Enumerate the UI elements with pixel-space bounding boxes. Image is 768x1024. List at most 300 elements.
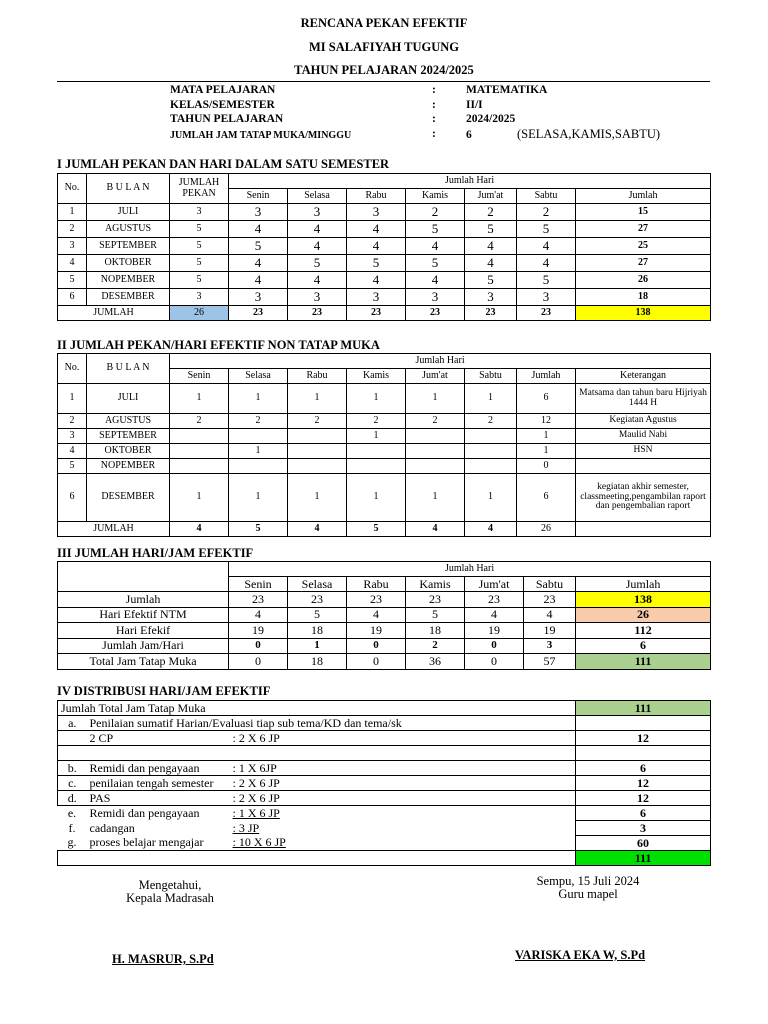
item-text: penilaian tengah semester — [87, 776, 230, 791]
item-calc: : 1 X 6JP — [230, 761, 576, 776]
row-bulan: JULI — [87, 204, 170, 221]
table-row — [58, 791, 711, 806]
day-header: Sabtu — [517, 189, 576, 204]
table-row — [58, 474, 711, 522]
day-value — [406, 459, 465, 474]
item-value: 60 — [576, 836, 711, 851]
day-value — [229, 429, 288, 444]
day-value: 3 — [229, 204, 288, 221]
table-row — [58, 607, 711, 623]
row-jumlah: 0 — [517, 459, 576, 474]
row-bulan: SEPTEMBER — [87, 238, 170, 255]
table-row — [58, 221, 711, 238]
day-header: Kamis — [406, 577, 465, 592]
day-value: 2 — [465, 414, 517, 429]
row-no: 3 — [58, 429, 87, 444]
table-row — [58, 638, 711, 654]
day-value: 1 — [347, 474, 406, 522]
day-header: Sabtu — [465, 369, 517, 384]
row-jumlah: 1 — [517, 444, 576, 459]
row-label: Total Jam Tatap Muka — [58, 654, 229, 670]
row-no: 2 — [58, 221, 87, 238]
item-text: Penilaian sumatif Harian/Evaluasi tiap sub tema/KD dan tema/sk — [87, 716, 576, 731]
row-jumlah: 26 — [576, 272, 711, 289]
day-value: 1 — [288, 474, 347, 522]
row-no: 4 — [58, 444, 87, 459]
item-value: 6 — [576, 806, 711, 821]
total-day: 23 — [288, 306, 347, 321]
item-calc: : 2 X 6 JP — [230, 791, 576, 806]
row-label: Hari Efekif — [58, 623, 229, 639]
sign-left-line1: Mengetahui, — [138, 878, 202, 892]
info-label: JUMLAH JAM TATAP MUKA/MINGGU — [170, 130, 352, 141]
info-value: 6 — [466, 129, 472, 141]
row-bulan: OKTOBER — [87, 444, 170, 459]
day-value: 1 — [229, 474, 288, 522]
item-letter: c. — [58, 776, 87, 791]
total-day: 4 — [288, 522, 347, 537]
day-header: Kamis — [347, 369, 406, 384]
row-keterangan — [576, 459, 711, 474]
row-no: 3 — [58, 238, 87, 255]
day-header: Senin — [229, 189, 288, 204]
row-bulan: AGUSTUS — [87, 414, 170, 429]
day-value: 3 — [288, 204, 347, 221]
blank-cell — [58, 851, 576, 866]
day-value: 23 — [524, 592, 576, 608]
row-label: Jumlah — [58, 592, 229, 608]
row-label: Hari Efektif NTM — [58, 607, 229, 623]
row-pekan: 3 — [170, 204, 229, 221]
row-no: 6 — [58, 474, 87, 522]
row-keterangan: kegiatan akhir semester, classmeeting,pengambilan raport dan pengembalian raport — [576, 474, 711, 522]
table-row — [58, 716, 711, 731]
row-bulan: DESEMBER — [87, 289, 170, 306]
day-header: Jum'at — [465, 577, 524, 592]
day-value: 1 — [406, 384, 465, 414]
day-value: 5 — [406, 255, 465, 272]
day-value — [288, 429, 347, 444]
item-value: 12 — [576, 731, 711, 746]
day-value: 0 — [347, 638, 406, 654]
total-day: 4 — [406, 522, 465, 537]
day-value: 4 — [347, 272, 406, 289]
row-bulan: SEPTEMBER — [87, 429, 170, 444]
section-1-heading: I JUMLAH PEKAN DAN HARI DALAM SATU SEMESTER — [57, 157, 390, 171]
day-value: 36 — [406, 654, 465, 670]
row-jumlah: 111 — [576, 654, 711, 670]
day-header: Selasa — [288, 189, 347, 204]
total-day: 4 — [465, 522, 517, 537]
col-header-no: No. — [58, 174, 87, 204]
day-value: 2 — [288, 414, 347, 429]
table-row — [58, 306, 711, 321]
day-value: 4 — [524, 607, 576, 623]
row-jumlah: 15 — [576, 204, 711, 221]
item-text — [87, 746, 230, 761]
item-text: Remidi dan pengayaan — [87, 761, 230, 776]
day-value: 0 — [465, 638, 524, 654]
col-header-jumlah-hari: Jumlah Hari — [170, 354, 711, 369]
section-1-table — [57, 173, 711, 321]
col-header-jumlah-hari: Jumlah Hari — [229, 174, 711, 189]
row-keterangan: Maulid Nabi — [576, 429, 711, 444]
total-day: 23 — [406, 306, 465, 321]
day-value — [406, 429, 465, 444]
row-jumlah: 112 — [576, 623, 711, 639]
day-value: 3 — [229, 289, 288, 306]
table-row — [58, 623, 711, 639]
info-value: 2024/2025 — [466, 113, 516, 125]
row-no: 1 — [58, 204, 87, 221]
info-sep: : — [432, 99, 436, 111]
day-value — [406, 444, 465, 459]
day-value: 5 — [288, 607, 347, 623]
table-row — [58, 701, 711, 716]
col-header-bulan: B U L A N — [87, 174, 170, 204]
day-value: 5 — [347, 255, 406, 272]
item-letter — [58, 731, 87, 746]
row-jumlah: 27 — [576, 221, 711, 238]
row-jumlah: 26 — [576, 607, 711, 623]
day-value: 5 — [517, 272, 576, 289]
title-line-1: RENCANA PEKAN EFEKTIF — [300, 16, 468, 30]
day-value: 3 — [288, 289, 347, 306]
sign-right-line1: Sempu, 15 Juli 2024 — [536, 874, 640, 888]
day-value: 4 — [347, 238, 406, 255]
day-value: 4 — [288, 221, 347, 238]
total-jam-label: Jumlah Total Jam Tatap Muka — [58, 701, 576, 716]
row-jumlah: 12 — [517, 414, 576, 429]
day-value: 5 — [465, 221, 517, 238]
day-value: 2 — [406, 414, 465, 429]
day-value: 5 — [229, 238, 288, 255]
day-value: 1 — [170, 384, 229, 414]
table-row — [58, 592, 711, 608]
total-jam-value: 111 — [576, 701, 711, 716]
day-value: 19 — [465, 623, 524, 639]
item-calc: : 1 X 6 JP — [230, 806, 576, 821]
day-value: 0 — [465, 654, 524, 670]
total-day: 23 — [465, 306, 517, 321]
item-letter: g. — [67, 835, 77, 850]
day-value: 4 — [229, 607, 288, 623]
item-calc: : 2 X 6 JP — [230, 731, 576, 746]
day-value — [347, 459, 406, 474]
day-value — [465, 429, 517, 444]
table-row — [58, 289, 711, 306]
day-value: 19 — [524, 623, 576, 639]
total-label: JUMLAH — [58, 306, 170, 321]
day-value — [347, 444, 406, 459]
day-header: Keterangan — [576, 369, 711, 384]
day-header: Jumlah — [517, 369, 576, 384]
day-value: 2 — [517, 204, 576, 221]
title-line-3: TAHUN PELAJARAN 2024/2025 — [294, 63, 474, 77]
row-keterangan: Kegiatan Agustus — [576, 414, 711, 429]
row-no: 5 — [58, 272, 87, 289]
row-bulan: DESEMBER — [87, 474, 170, 522]
section-2-table — [57, 353, 711, 537]
day-value: 5 — [517, 221, 576, 238]
day-value: 1 — [170, 474, 229, 522]
day-value: 3 — [517, 289, 576, 306]
day-header: Jum'at — [406, 369, 465, 384]
row-pekan: 5 — [170, 272, 229, 289]
section-4-heading: IV DISTRIBUSI HARI/JAM EFEKTIF — [57, 684, 271, 698]
row-jumlah: 25 — [576, 238, 711, 255]
day-value: 4 — [347, 221, 406, 238]
info-sep: : — [432, 113, 436, 125]
table-row — [58, 821, 711, 836]
table-row — [58, 444, 711, 459]
sign-right-line2: Guru mapel — [558, 887, 618, 901]
item-letter: e. — [67, 805, 77, 820]
total-label: JUMLAH — [58, 522, 170, 537]
day-value: 4 — [288, 238, 347, 255]
item-letter: a. — [58, 716, 87, 731]
row-jumlah: 6 — [517, 474, 576, 522]
total-day: 23 — [517, 306, 576, 321]
day-value: 4 — [517, 238, 576, 255]
table-row — [58, 238, 711, 255]
item-value — [576, 746, 711, 761]
day-value: 0 — [347, 654, 406, 670]
day-value: 1 — [465, 384, 517, 414]
day-value — [288, 444, 347, 459]
row-bulan: AGUSTUS — [87, 221, 170, 238]
item-text: proses belajar mengajar — [89, 835, 204, 850]
final-total-value: 111 — [576, 851, 711, 866]
day-value — [170, 429, 229, 444]
day-value: 23 — [229, 592, 288, 608]
day-value: 18 — [288, 623, 347, 639]
day-header: Sabtu — [524, 577, 576, 592]
day-header: Jum'at — [465, 189, 517, 204]
day-value: 19 — [229, 623, 288, 639]
day-value: 2 — [465, 204, 517, 221]
day-value — [465, 459, 517, 474]
item-value: 12 — [576, 776, 711, 791]
day-value: 2 — [406, 204, 465, 221]
section-3-heading: III JUMLAH HARI/JAM EFEKTIF — [57, 546, 254, 560]
item-letter: b. — [58, 761, 87, 776]
table-row — [58, 806, 711, 821]
day-value: 4 — [229, 221, 288, 238]
row-no: 5 — [58, 459, 87, 474]
item-value: 3 — [576, 821, 711, 836]
day-value: 3 — [347, 204, 406, 221]
day-value: 18 — [406, 623, 465, 639]
item-value — [576, 716, 711, 731]
info-sep: : — [432, 128, 436, 140]
total-day: 4 — [170, 522, 229, 537]
day-value — [170, 459, 229, 474]
day-value: 0 — [229, 654, 288, 670]
day-value: 4 — [465, 607, 524, 623]
item-letter — [58, 746, 87, 761]
title-line-2: MI SALAFIYAH TUGUNG — [308, 40, 460, 54]
day-value: 1 — [406, 474, 465, 522]
header-rule — [57, 81, 710, 82]
day-value: 1 — [229, 444, 288, 459]
item-calc: : 3 JP — [230, 821, 576, 836]
row-pekan: 5 — [170, 255, 229, 272]
row-jumlah: 27 — [576, 255, 711, 272]
table-row — [58, 731, 711, 746]
blank-cell — [576, 522, 711, 537]
col-header-jumlah-hari: Jumlah Hari — [229, 562, 711, 577]
item-text: PAS — [87, 791, 230, 806]
day-value: 1 — [288, 638, 347, 654]
day-header: Selasa — [229, 369, 288, 384]
blank-cell — [58, 562, 229, 592]
day-value: 4 — [517, 255, 576, 272]
day-value: 3 — [406, 289, 465, 306]
table-row — [58, 851, 711, 866]
day-value — [170, 444, 229, 459]
day-header: Kamis — [406, 189, 465, 204]
day-value: 5 — [465, 272, 517, 289]
row-bulan: NOPEMBER — [87, 272, 170, 289]
day-value — [465, 444, 517, 459]
day-value: 5 — [406, 607, 465, 623]
item-calc: : 10 X 6 JP — [230, 836, 576, 851]
day-header: Senin — [170, 369, 229, 384]
day-value: 3 — [524, 638, 576, 654]
day-value: 3 — [465, 289, 517, 306]
col-header-pekan: JUMLAH PEKAN — [170, 174, 229, 204]
row-keterangan: HSN — [576, 444, 711, 459]
sign-right-name: VARISKA EKA W, S.Pd — [515, 948, 646, 962]
table-row — [58, 272, 711, 289]
day-value: 3 — [347, 289, 406, 306]
day-value: 4 — [465, 238, 517, 255]
total-day: 5 — [229, 522, 288, 537]
item-value: 6 — [576, 761, 711, 776]
day-value: 4 — [229, 272, 288, 289]
row-no: 4 — [58, 255, 87, 272]
info-label: MATA PELAJARAN — [170, 84, 276, 96]
day-value: 18 — [288, 654, 347, 670]
item-calc: : 2 X 6 JP — [230, 776, 576, 791]
row-label: Jumlah Jam/Hari — [58, 638, 229, 654]
day-header: Rabu — [347, 577, 406, 592]
day-value: 2 — [229, 414, 288, 429]
day-value: 4 — [406, 238, 465, 255]
table-row — [58, 746, 711, 761]
col-header-no: No. — [58, 354, 87, 384]
day-header: Jumlah — [576, 189, 711, 204]
item-value: 12 — [576, 791, 711, 806]
day-header: Jumlah — [576, 577, 711, 592]
day-value — [288, 459, 347, 474]
day-value: 4 — [465, 255, 517, 272]
row-pekan: 3 — [170, 289, 229, 306]
row-jumlah: 138 — [576, 592, 711, 608]
total-jumlah: 138 — [576, 306, 711, 321]
day-value: 1 — [288, 384, 347, 414]
section-2-heading: II JUMLAH PEKAN/HARI EFEKTIF NON TATAP MUKA — [57, 338, 380, 352]
day-header: Selasa — [288, 577, 347, 592]
day-value: 57 — [524, 654, 576, 670]
day-value: 5 — [406, 221, 465, 238]
day-value: 2 — [406, 638, 465, 654]
day-value: 23 — [288, 592, 347, 608]
item-text: cadangan — [89, 820, 135, 835]
day-value: 2 — [170, 414, 229, 429]
row-no: 2 — [58, 414, 87, 429]
info-value: MATEMATIKA — [466, 84, 548, 96]
info-label: KELAS/SEMESTER — [170, 99, 275, 111]
row-pekan: 5 — [170, 221, 229, 238]
day-value: 1 — [465, 474, 517, 522]
total-day: 5 — [347, 522, 406, 537]
item-letter: d. — [58, 791, 87, 806]
row-jumlah: 6 — [576, 638, 711, 654]
total-day: 23 — [229, 306, 288, 321]
table-row — [58, 429, 711, 444]
day-value: 23 — [347, 592, 406, 608]
info-value: II/I — [466, 99, 483, 111]
day-header: Rabu — [347, 189, 406, 204]
section-3-table — [57, 561, 711, 670]
info-extra: (SELASA,KAMIS,SABTU) — [517, 127, 661, 141]
day-value: 2 — [347, 414, 406, 429]
row-no: 1 — [58, 384, 87, 414]
item-letter: f. — [68, 820, 76, 835]
table-row — [58, 654, 711, 670]
row-jumlah: 6 — [517, 384, 576, 414]
day-value: 23 — [465, 592, 524, 608]
day-value: 5 — [288, 255, 347, 272]
item-text: Remidi dan pengayaan — [89, 805, 200, 820]
total-day: 23 — [347, 306, 406, 321]
day-value: 23 — [406, 592, 465, 608]
info-sep: : — [432, 84, 436, 96]
item-text: 2 CP — [87, 731, 230, 746]
day-value: 4 — [288, 272, 347, 289]
day-value: 1 — [347, 384, 406, 414]
table-row — [58, 414, 711, 429]
table-row — [58, 255, 711, 272]
row-bulan: JULI — [87, 384, 170, 414]
table-row — [58, 761, 711, 776]
sign-left-line2: Kepala Madrasah — [126, 891, 214, 905]
table-row — [58, 776, 711, 791]
day-value: 1 — [229, 384, 288, 414]
row-bulan: NOPEMBER — [87, 459, 170, 474]
total-pekan: 26 — [170, 306, 229, 321]
day-value: 4 — [229, 255, 288, 272]
day-value: 4 — [406, 272, 465, 289]
day-header: Senin — [229, 577, 288, 592]
info-label: TAHUN PELAJARAN — [170, 113, 284, 125]
row-keterangan: Matsama dan tahun baru Hijriyah 1444 H — [576, 384, 711, 414]
col-header-bulan: B U L A N — [87, 354, 170, 384]
row-no: 6 — [58, 289, 87, 306]
row-jumlah: 18 — [576, 289, 711, 306]
row-pekan: 5 — [170, 238, 229, 255]
item-calc — [230, 746, 576, 761]
section-4-table — [57, 700, 711, 866]
day-value: 19 — [347, 623, 406, 639]
total-jumlah: 26 — [517, 522, 576, 537]
day-value: 1 — [347, 429, 406, 444]
row-bulan: OKTOBER — [87, 255, 170, 272]
day-value: 4 — [347, 607, 406, 623]
day-value — [229, 459, 288, 474]
